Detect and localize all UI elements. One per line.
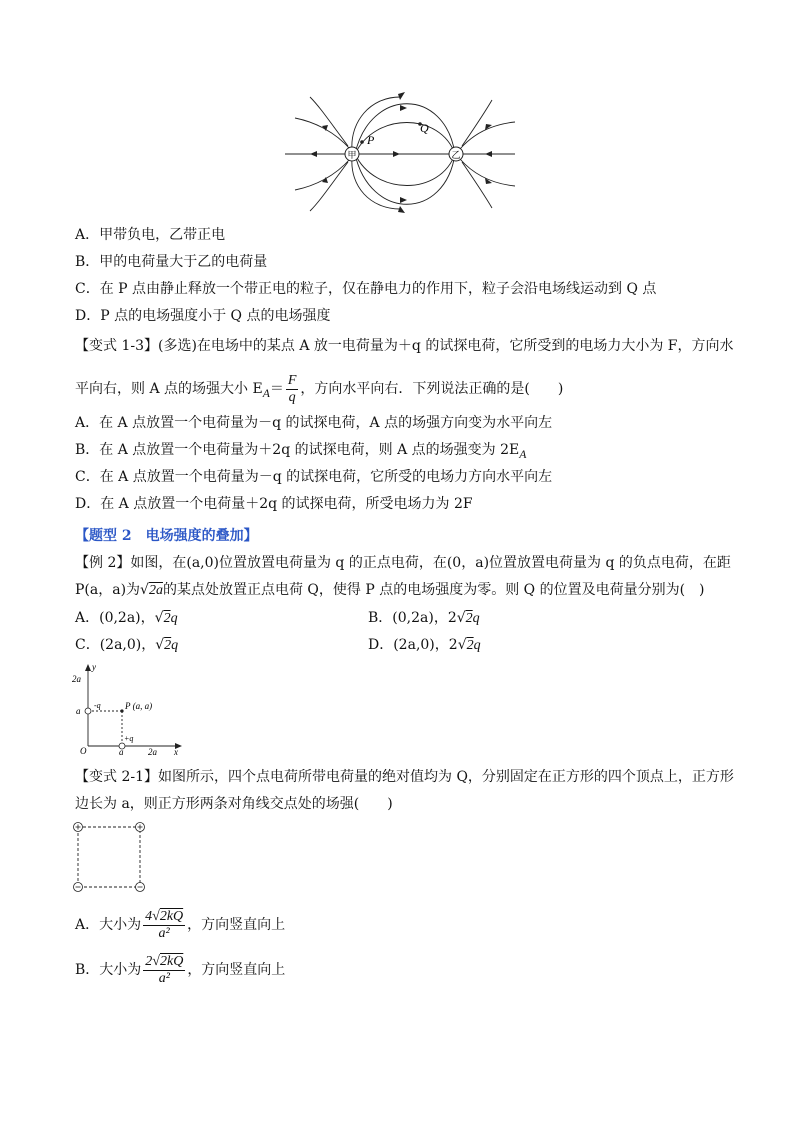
type2-title: 【题型 2 电场强度的叠加】 <box>75 528 258 544</box>
variant13-tag: 【变式 1-3】 <box>75 338 158 354</box>
variant13-option-b: B．在 A 点放置一个电荷量为＋2q 的试探电荷，则 A 点的场强变为 $2E_A$ <box>75 442 527 461</box>
field-lines-figure <box>280 92 520 214</box>
variant21-line1: 【变式 2-1】如图所示，四个点电荷所带电荷量的绝对值均为 Q，分别固定在正方形的四个顶点上，正方形 <box>75 769 734 785</box>
variant13-line1: 【变式 1-3】(多选)在电场中的某点 A 放一电荷量为＋q 的试探电荷，它所受到的电场力大小为 F，方向水 <box>75 338 734 354</box>
axis-x-label: x <box>174 747 178 756</box>
example2-option-d: D．(2a,0)，2√2q <box>368 637 481 653</box>
variant13-line2: 平向右，则 A 点的场强大小 $E_A=$ $\frac{F}{q}$ ，方向水平向右．下列说法正确的是( ) <box>75 372 564 405</box>
q1-option-a: A．甲带负电，乙带正电 <box>75 227 226 243</box>
variant13-option-d: D．在 A 点放置一个电荷量＋2q 的试探电荷，所受电场力为 2F <box>75 496 473 512</box>
label-q: Q <box>420 121 429 135</box>
q1-option-c: C．在 P 点由静止释放一个带正电的粒子，仅在静电力的作用下，粒子会沿电场线运动到 Q 点 <box>75 281 657 297</box>
example2-option-a: A．(0,2a)，√2q <box>75 610 178 626</box>
example2-line1: 【例 2】如图，在(a,0)位置放置电荷量为 q 的正点电荷，在(0，a)位置放置电荷量为 q 的负点电荷，在距 <box>75 555 731 571</box>
example2-line2: P(a，a)为√2a的某点处放置正点电荷 Q，使得 P 点的电场强度为零。则 Q 的位置及电荷量分别为( ) <box>75 582 705 598</box>
plus-q-label: +q <box>124 734 134 743</box>
label-yi: 乙 <box>451 150 461 160</box>
variant13-option-c: C．在 A 点放置一个电荷量为－q 的试探电荷，它所受的电场力方向水平向左 <box>75 469 553 485</box>
tick-a-y: a <box>76 706 81 716</box>
fraction-f-over-q: $\frac{F}{q}$ <box>287 372 297 405</box>
square-charges-figure <box>70 820 150 892</box>
tick-a-x: a <box>119 747 124 756</box>
q1-option-b: B．甲的电荷量大于乙的电荷量 <box>75 254 268 270</box>
axis-y-label: y <box>92 662 96 672</box>
origin-label: O <box>80 746 87 756</box>
minus-q-label: -q <box>94 701 101 710</box>
variant13-option-a: A．在 A 点放置一个电荷量为－q 的试探电荷，A 点的场强方向变为水平向左 <box>75 415 553 431</box>
label-p: P <box>367 133 375 147</box>
tick-2a-x: 2a <box>148 747 157 756</box>
q1-option-d: D．P 点的电场强度小于 Q 点的电场强度 <box>75 308 331 324</box>
example2-option-c: C．(2a,0)，√2q <box>75 637 179 653</box>
label-jia: 甲 <box>347 150 357 160</box>
variant21-line2: 边长为 a，则正方形两条对角线交点处的场强( ) <box>75 796 393 812</box>
coordinate-figure <box>70 662 185 756</box>
example2-option-b: B．(0,2a)，2√2q <box>368 610 480 626</box>
variant21-option-b: B．大小为 $\frac{2√2kQ}{\text{a²}}$ ，方向竖直向上 <box>75 953 286 986</box>
point-p-label: P (a, a) <box>125 701 153 711</box>
tick-2a-y: 2a <box>72 674 81 684</box>
variant21-option-a: A．大小为 $\frac{4√2kQ}{\text{a²}}$ ，方向竖直向上 <box>75 908 286 941</box>
